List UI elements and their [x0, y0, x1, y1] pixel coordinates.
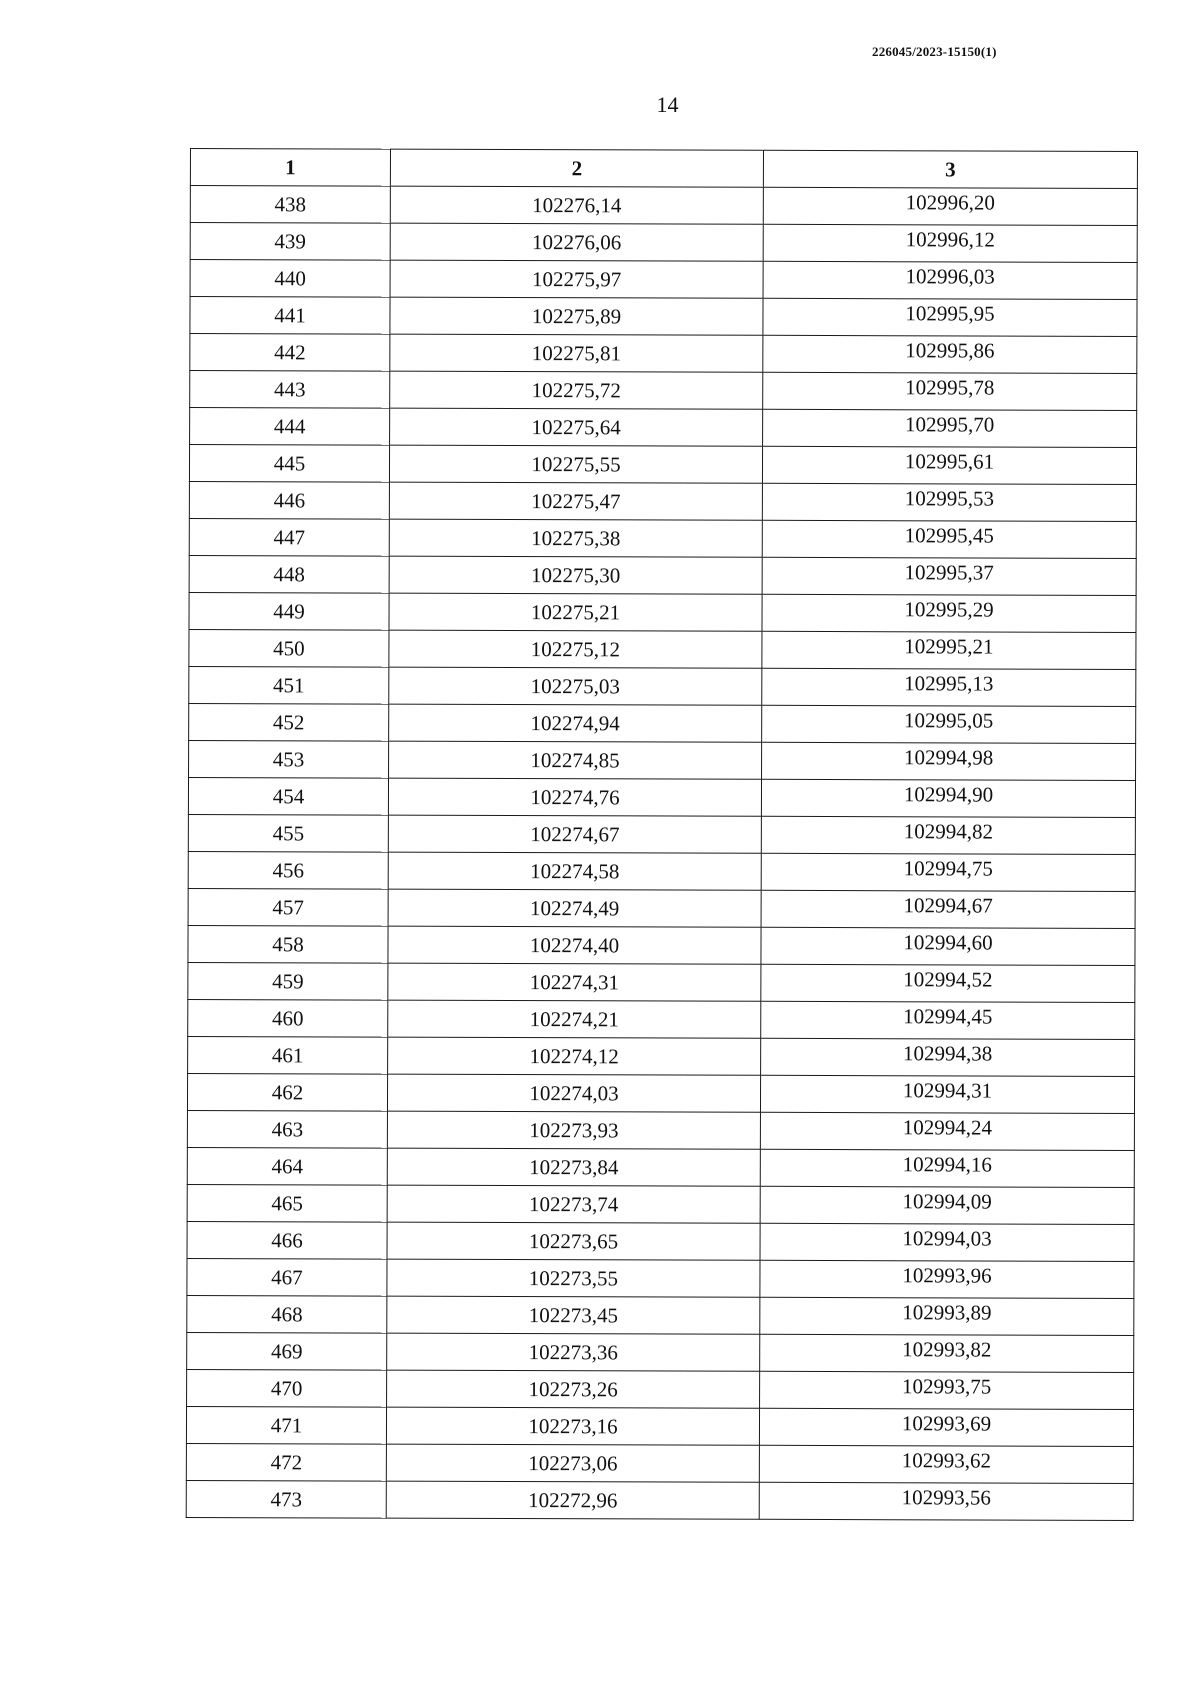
table-cell-col-2: 102274,58 — [388, 852, 761, 890]
table-cell-col-3: 102995,05 — [762, 705, 1136, 743]
table-row — [190, 408, 1137, 448]
document-id: 226045/2023-15150(1) — [872, 44, 997, 59]
table-cell-col-2: 102274,40 — [388, 926, 761, 964]
table-row — [190, 334, 1137, 374]
table-cell-col-1: 449 — [189, 592, 389, 630]
table-header — [190, 149, 1137, 189]
table-cell-col-1: 450 — [189, 629, 389, 667]
table-cell-col-1: 472 — [186, 1443, 386, 1481]
table-cell-col-3: 102995,37 — [762, 557, 1136, 595]
table-cell-col-2: 102275,38 — [389, 519, 762, 557]
table-row — [187, 1147, 1134, 1187]
table-cell-col-3: 102993,56 — [759, 1482, 1133, 1520]
table-cell-col-2: 102273,74 — [387, 1185, 760, 1223]
table-cell-col-3: 102994,90 — [761, 779, 1135, 817]
table-cell-col-2: 102276,06 — [390, 223, 763, 261]
table-cell-col-3: 102994,98 — [762, 742, 1136, 780]
table-cell-col-3: 102993,96 — [760, 1260, 1134, 1298]
table-cell-col-2: 102273,36 — [387, 1333, 760, 1371]
table-cell-col-1: 462 — [187, 1073, 387, 1111]
table-row — [187, 1110, 1134, 1150]
table-row — [187, 1332, 1134, 1372]
table-cell-col-3: 102993,69 — [759, 1408, 1133, 1446]
table-cell-col-2: 102275,21 — [389, 593, 762, 631]
table-row — [187, 1369, 1134, 1409]
table-cell-col-2: 102275,47 — [389, 482, 762, 520]
table-cell-col-2: 102274,76 — [388, 778, 761, 816]
table-row — [187, 1073, 1134, 1113]
table-cell-col-3: 102995,95 — [763, 298, 1137, 336]
table-cell-col-2: 102273,16 — [386, 1407, 759, 1445]
table-cell-col-1: 457 — [188, 888, 388, 926]
table-cell-col-2: 102275,81 — [390, 334, 763, 372]
table-cell-col-2: 102274,85 — [389, 741, 762, 779]
table-cell-col-2: 102274,67 — [388, 815, 761, 853]
table-cell-col-1: 453 — [189, 740, 389, 778]
table-cell-col-2: 102275,03 — [389, 667, 762, 705]
table-cell-col-2: 102273,65 — [387, 1222, 760, 1260]
table-cell-col-3: 102995,29 — [762, 594, 1136, 632]
table-cell-col-2: 102273,06 — [386, 1444, 759, 1482]
table-cell-col-2: 102273,55 — [387, 1259, 760, 1297]
table-cell-col-1: 458 — [188, 925, 388, 963]
table-cell-col-3: 102994,75 — [761, 853, 1135, 891]
table-cell-col-1: 461 — [188, 1036, 388, 1074]
table-cell-col-3: 102994,16 — [760, 1149, 1134, 1187]
table-row — [188, 777, 1135, 817]
table-cell-col-2: 102273,26 — [387, 1370, 760, 1408]
table-row — [189, 629, 1136, 669]
table-row — [190, 186, 1137, 226]
table-row — [187, 1295, 1134, 1335]
table-cell-col-3: 102994,09 — [760, 1186, 1134, 1224]
table-cell-col-3: 102994,38 — [761, 1038, 1135, 1076]
table-cell-col-3: 102995,86 — [763, 335, 1137, 373]
table-row — [189, 592, 1136, 632]
table-cell-col-2: 102275,64 — [390, 408, 763, 446]
table-row — [189, 703, 1136, 743]
table-row — [189, 481, 1136, 521]
table-row — [187, 1221, 1134, 1261]
table-cell-col-3: 102995,61 — [762, 446, 1136, 484]
table-cell-col-3: 102995,53 — [762, 483, 1136, 521]
table-cell-col-2: 102274,94 — [389, 704, 762, 742]
table-row — [188, 925, 1135, 965]
table-cell-col-3: 102996,12 — [763, 224, 1137, 262]
table-cell-col-2: 102276,14 — [390, 186, 763, 224]
table-cell-col-1: 470 — [187, 1369, 387, 1407]
table-cell-col-3: 102994,24 — [760, 1112, 1134, 1150]
table-cell-col-3: 102993,89 — [760, 1297, 1134, 1335]
table-cell-col-1: 465 — [187, 1184, 387, 1222]
table-row — [188, 888, 1135, 928]
table-cell-col-2: 102273,45 — [387, 1296, 760, 1334]
column-header-2: 2 — [390, 149, 763, 187]
table-cell-col-2: 102274,03 — [387, 1074, 760, 1112]
table-cell-col-2: 102274,49 — [388, 889, 761, 927]
table-cell-col-2: 102273,84 — [387, 1148, 760, 1186]
table-row — [189, 518, 1136, 558]
table-row — [186, 1443, 1133, 1483]
table-cell-col-1: 463 — [187, 1110, 387, 1148]
table-cell-col-1: 447 — [189, 518, 389, 556]
table-cell-col-1: 452 — [189, 703, 389, 741]
table-header-row — [190, 149, 1137, 189]
table-cell-col-1: 473 — [186, 1480, 386, 1518]
table-row — [188, 851, 1135, 891]
table-row — [187, 1184, 1134, 1224]
table-cell-col-1: 468 — [187, 1295, 387, 1333]
table-cell-col-1: 440 — [190, 260, 390, 298]
table-cell-col-1: 441 — [190, 297, 390, 335]
page-number: 14 — [656, 92, 679, 117]
table-row — [188, 814, 1135, 854]
table-row — [188, 1036, 1135, 1076]
table-cell-col-3: 102994,45 — [761, 1001, 1135, 1039]
table-row — [190, 260, 1137, 300]
table-cell-col-1: 471 — [186, 1406, 386, 1444]
table-cell-col-1: 444 — [190, 408, 390, 446]
table-cell-col-2: 102275,97 — [390, 260, 763, 298]
table-cell-col-3: 102994,60 — [761, 927, 1135, 965]
table-row — [186, 1480, 1133, 1520]
table-cell-col-2: 102275,55 — [389, 445, 762, 483]
table-cell-col-3: 102993,82 — [760, 1334, 1134, 1372]
table-cell-col-2: 102275,89 — [390, 297, 763, 335]
table-row — [188, 962, 1135, 1002]
table-cell-col-3: 102996,03 — [763, 261, 1137, 299]
coordinates-table — [186, 148, 1138, 1521]
table-cell-col-1: 464 — [187, 1147, 387, 1185]
table-cell-col-3: 102996,20 — [763, 187, 1137, 225]
table-row — [189, 740, 1136, 780]
table-cell-col-3: 102995,13 — [762, 668, 1136, 706]
table-cell-col-3: 102995,78 — [763, 372, 1137, 410]
table-cell-col-1: 460 — [188, 999, 388, 1037]
table-cell-col-1: 448 — [189, 555, 389, 593]
column-header-1: 1 — [190, 149, 390, 187]
table-cell-col-3: 102994,52 — [761, 964, 1135, 1002]
table-cell-col-1: 451 — [189, 666, 389, 704]
table-cell-col-2: 102275,12 — [389, 630, 762, 668]
table-cell-col-2: 102274,12 — [388, 1037, 761, 1075]
table-row — [190, 223, 1137, 263]
table-cell-col-3: 102995,21 — [762, 631, 1136, 669]
table-row — [190, 297, 1137, 337]
table-cell-col-1: 445 — [189, 445, 389, 483]
table-row — [186, 1406, 1133, 1446]
table-cell-col-3: 102995,70 — [763, 409, 1137, 447]
table-cell-col-1: 459 — [188, 962, 388, 1000]
table-cell-col-1: 467 — [187, 1258, 387, 1296]
table-cell-col-3: 102994,67 — [761, 890, 1135, 928]
table-cell-col-3: 102994,82 — [761, 816, 1135, 854]
table-cell-col-2: 102272,96 — [386, 1481, 759, 1519]
table-cell-col-1: 455 — [188, 814, 388, 852]
table-cell-col-1: 439 — [190, 223, 390, 261]
table-cell-col-2: 102274,21 — [388, 1000, 761, 1038]
table-cell-col-1: 466 — [187, 1221, 387, 1259]
table-cell-col-1: 443 — [190, 371, 390, 409]
table-row — [189, 555, 1136, 595]
table-cell-col-1: 442 — [190, 334, 390, 372]
table-row — [190, 371, 1137, 411]
table-row — [188, 999, 1135, 1039]
table-cell-col-1: 469 — [187, 1332, 387, 1370]
table-cell-col-2: 102274,31 — [388, 963, 761, 1001]
table-row — [189, 666, 1136, 706]
table-cell-col-3: 102994,31 — [760, 1075, 1134, 1113]
table-cell-col-3: 102993,62 — [759, 1445, 1133, 1483]
column-header-3: 3 — [763, 150, 1137, 188]
table-cell-col-2: 102275,72 — [390, 371, 763, 409]
table-body — [186, 186, 1137, 1521]
table-cell-col-3: 102993,75 — [760, 1371, 1134, 1409]
table-cell-col-1: 438 — [190, 186, 390, 224]
table-cell-col-1: 446 — [189, 481, 389, 519]
table-cell-col-1: 454 — [188, 777, 388, 815]
table-cell-col-1: 456 — [188, 851, 388, 889]
table-cell-col-3: 102995,45 — [762, 520, 1136, 558]
table-cell-col-3: 102994,03 — [760, 1223, 1134, 1261]
table-row — [187, 1258, 1134, 1298]
table-cell-col-2: 102273,93 — [387, 1111, 760, 1149]
table-row — [189, 445, 1136, 485]
table-cell-col-2: 102275,30 — [389, 556, 762, 594]
